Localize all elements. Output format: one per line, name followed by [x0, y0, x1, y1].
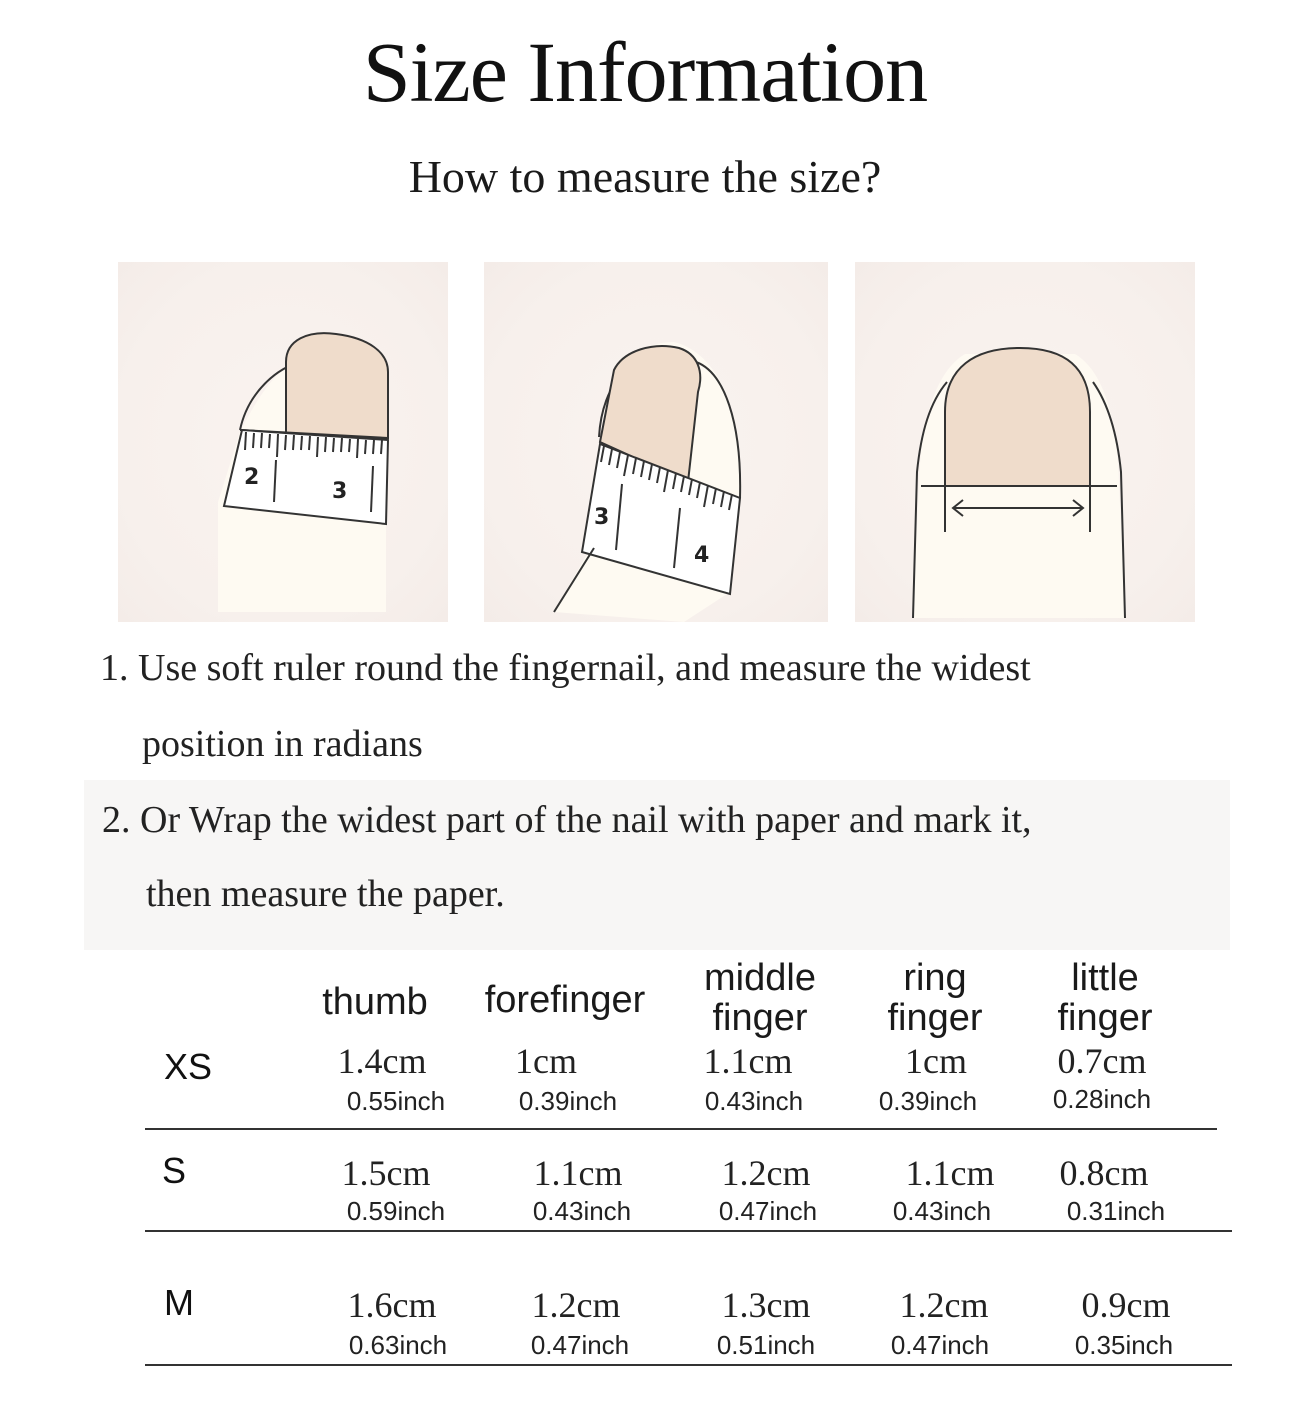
- cell-cm: 1cm: [905, 1041, 967, 1081]
- cell-inch: 0.35inch: [1074, 1330, 1174, 1360]
- cell-cm: 0.7cm: [1057, 1041, 1147, 1081]
- cell-cm: 1.1cm: [703, 1041, 793, 1081]
- row-divider: [145, 1128, 1217, 1130]
- cell-cm: 0.8cm: [1059, 1153, 1149, 1193]
- size-label-xs: XS: [164, 1046, 213, 1087]
- cell-inch: 0.28inch: [1052, 1084, 1152, 1114]
- illustration-thumb-measure: [118, 262, 448, 622]
- cell-inch: 0.43inch: [532, 1196, 632, 1226]
- size-label-m: M: [164, 1282, 194, 1323]
- cell-cm: 1.6cm: [347, 1285, 437, 1325]
- ruler-mark-3: 3: [332, 479, 348, 504]
- header-thumb: thumb: [322, 981, 428, 1023]
- cell-cm: 1.1cm: [533, 1153, 623, 1193]
- cell-cm: 1.2cm: [531, 1285, 621, 1325]
- cell-inch: 0.55inch: [346, 1086, 446, 1116]
- header-forefinger: forefinger: [484, 979, 646, 1021]
- page-title: Size Information: [362, 24, 928, 120]
- cell-inch: 0.31inch: [1066, 1196, 1166, 1226]
- cell-inch: 0.51inch: [716, 1330, 816, 1360]
- cell-inch: 0.47inch: [530, 1330, 630, 1360]
- cell-cm: 1.5cm: [341, 1153, 431, 1193]
- cell-cm: 1.4cm: [337, 1041, 427, 1081]
- instruction-step-2-line-2: then measure the paper.: [146, 873, 505, 915]
- cell-inch: 0.39inch: [878, 1086, 978, 1116]
- ruler-mark-3: 3: [594, 505, 610, 530]
- instruction-step-1-line-1: 1. Use soft ruler round the fingernail, and measure the widest: [100, 647, 1031, 689]
- cell-inch: 0.59inch: [346, 1196, 446, 1226]
- row-divider: [145, 1364, 1232, 1366]
- cell-cm: 0.9cm: [1081, 1285, 1171, 1325]
- size-label-s: S: [162, 1150, 187, 1191]
- cell-cm: 1.3cm: [721, 1285, 811, 1325]
- header-little-finger: little finger: [1057, 957, 1153, 1039]
- cell-inch: 0.47inch: [718, 1196, 818, 1226]
- cell-cm: 1cm: [515, 1041, 577, 1081]
- page-subtitle: How to measure the size?: [408, 151, 882, 202]
- cell-inch: 0.43inch: [892, 1196, 992, 1226]
- cell-inch: 0.63inch: [348, 1330, 448, 1360]
- header-ring-finger: ring finger: [887, 957, 983, 1039]
- cell-cm: 1.2cm: [721, 1153, 811, 1193]
- cell-inch: 0.43inch: [704, 1086, 804, 1116]
- cell-cm: 1.1cm: [905, 1153, 995, 1193]
- cell-cm: 1.2cm: [899, 1285, 989, 1325]
- ruler-mark-4: 4: [694, 543, 710, 568]
- cell-inch: 0.47inch: [890, 1330, 990, 1360]
- instruction-step-2-line-1: 2. Or Wrap the widest part of the nail with paper and mark it,: [102, 799, 1032, 841]
- illustration-nail-width: [855, 262, 1195, 622]
- row-divider: [145, 1230, 1232, 1232]
- header-middle-finger: middle finger: [704, 957, 816, 1039]
- ruler-mark-2: 2: [244, 465, 260, 490]
- cell-inch: 0.39inch: [518, 1086, 618, 1116]
- illustration-finger-measure: [484, 262, 828, 622]
- instruction-step-1-line-2: position in radians: [142, 723, 423, 765]
